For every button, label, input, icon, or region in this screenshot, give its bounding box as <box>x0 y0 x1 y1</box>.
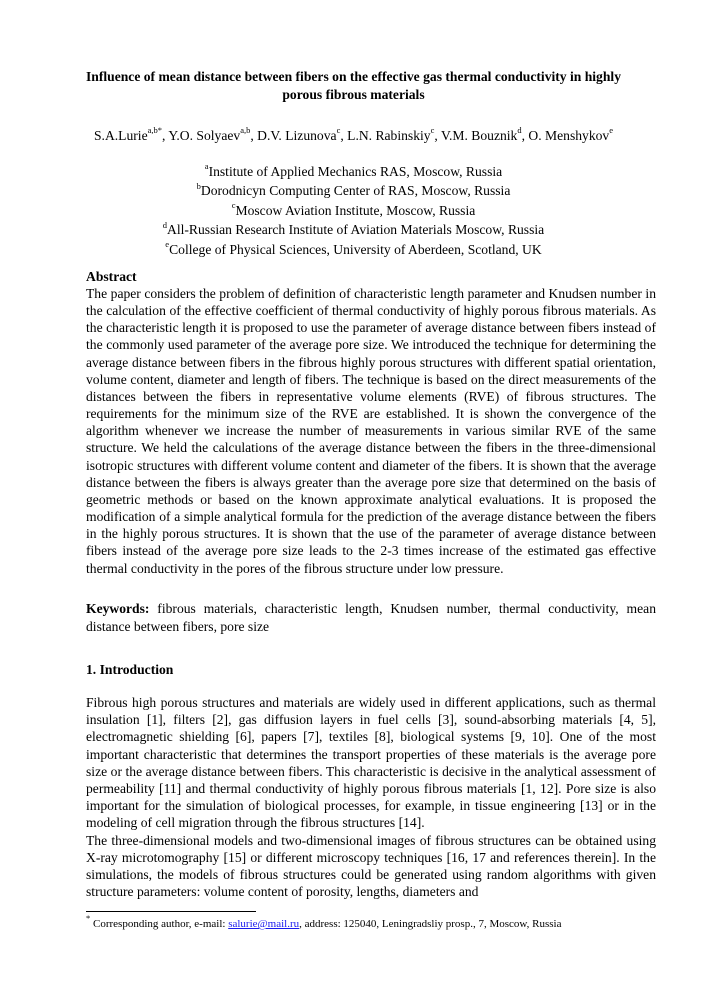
author-affiliation-mark: c <box>336 125 341 136</box>
affiliation-text: College of Physical Sciences, University of Aberdeen, Scotland, UK <box>169 241 542 257</box>
affiliation-mark: e <box>165 239 170 250</box>
author-separator: , <box>340 128 348 143</box>
author-affiliation-mark: a,b <box>240 125 251 136</box>
affiliation-mark: c <box>231 200 236 211</box>
author <box>168 125 258 143</box>
footnote-divider <box>86 911 256 912</box>
author-name: Y.O. Solyaev <box>168 128 241 143</box>
paper-title: Influence of mean distance between fibers on the effective gas thermal conductivity in highly porous fibrous materials <box>85 69 621 102</box>
author <box>528 125 613 143</box>
author <box>347 125 441 143</box>
author-separator: , <box>250 128 258 143</box>
affiliation-list <box>50 162 657 259</box>
author-name: S.A.Lurie <box>93 128 148 143</box>
affiliation-text: All-Russian Research Institute of Aviation Materials Moscow, Russia <box>167 222 545 238</box>
abstract-text: The paper considers the problem of definition of characteristic length parameter and Knudsen number in the calculation of the effective coefficient of thermal conductivity of highly porous fibrous materials. As the characteristic length it is proposed to use the parameter of average distance between fibers instead of the commonly used parameter of the average pore size. We introduced the technique for determining the average distance between fibers in the fibrous highly porous structures with different spatial orientation, volume content, diameter and length of fibers. The technique is based on the direct measurements of the distances between the fibers in representative volume elements (RVE) of fibrous structures. The requirements for the minimum size of the RVE are established. It is shown the convergence of the algorithm whenever we increase the number of measurements in various similar RVE of the same structure. We held the calculations of the average distance between the fibers in the three-dimensional isotropic structures with different volume content and diameter of the fibers. It is shown that the average distance between the fibers is always greater than the average pore size that determined on the basis of geometric methods or based on the known approximate analytical evaluations. It is proposed the modification of a simple analytical formula for the prediction of the average distance between the fibers in the highly porous structures. It is shown that the use of the parameter of average distance between fibers instead of the average pore size leads to the 2-3 times increase of the estimated gas effective thermal conductivity in the pores of the fibrous structure under low pressure. <box>86 286 656 576</box>
author-affiliation-mark: d <box>517 125 522 136</box>
keywords-label: Keywords: <box>86 601 150 616</box>
author <box>257 125 348 143</box>
affiliation-text: Institute of Applied Mechanics RAS, Moscow, Russia <box>208 164 503 179</box>
affiliation-text: Moscow Aviation Institute, Moscow, Russia <box>235 202 476 218</box>
author-affiliation-mark: e <box>609 125 613 136</box>
affiliation <box>50 201 657 220</box>
affiliation-text: Dorodnicyn Computing Center of RAS, Moscow, Russia <box>200 183 511 199</box>
author-name: O. Menshykov <box>528 128 610 143</box>
affiliation-mark: d <box>162 219 168 230</box>
abstract-heading: Abstract <box>86 269 137 284</box>
author <box>93 125 169 143</box>
author-name: D.V. Lizunova <box>257 128 337 143</box>
author-name: L.N. Rabinskiy <box>347 128 431 143</box>
affiliation <box>50 162 657 181</box>
author-separator: , <box>521 128 529 143</box>
author-affiliation-mark: c <box>430 125 435 136</box>
affiliation-mark: b <box>196 180 201 191</box>
keywords-text: fibrous materials, characteristic length, Knudsen number, thermal conductivity, mean distance between fibers, pore size <box>86 601 656 634</box>
intro-paragraph: The three-dimensional models and two-dimensional images of fibrous structures can be obtained using X-ray microtomography [15] or different microscopy techniques [16, 17 and references therein]. In the simulations, the models of fibrous structures could be generated using random algorithms with given structure parameters: volume content of porosity, lengths, diameters and <box>86 832 656 900</box>
email-link[interactable]: salurie@mail.ru <box>228 918 300 930</box>
affiliation <box>50 220 657 239</box>
author-list <box>50 127 657 145</box>
footnote-mark: * <box>86 913 91 924</box>
author-separator: , <box>162 128 169 143</box>
introduction-body <box>86 694 656 900</box>
footnote-suffix: , address: 125040, Leningradsliy prosp., 7, Moscow, Russia <box>299 918 562 930</box>
author-name: V.M. Bouznik <box>440 128 518 143</box>
section-heading-introduction: 1. Introduction <box>86 662 174 677</box>
footnote-prefix: Corresponding author, e-mail: <box>90 918 229 930</box>
affiliation <box>50 240 657 259</box>
keywords <box>86 600 656 635</box>
footnote <box>86 913 666 931</box>
author <box>440 125 529 143</box>
author-separator: , <box>434 128 441 143</box>
affiliation <box>50 181 657 200</box>
author-affiliation-mark: a,b* <box>147 125 163 136</box>
intro-paragraph: Fibrous high porous structures and materials are widely used in different applications, such as thermal insulation [1], filters [2], gas diffusion layers in fuel cells [3], sound-absorbing materials [4, 5], electromagnetic shielding [6], papers [7], textiles [8], biological systems [9, 10]. One of the most important characteristic that determines the transport properties of these materials is the average pore size or the average distance between fibers. This characteristic is decisive in the analytical assessment of permeability [11] and thermal conductivity of highly porous fibrous materials [1, 12]. Pore size is also important for the simulation of biological processes, for example, in tissue engineering [13] or in the modeling of cell migration through the fibrous structures [14]. <box>86 695 656 831</box>
affiliation-mark: a <box>204 161 209 172</box>
